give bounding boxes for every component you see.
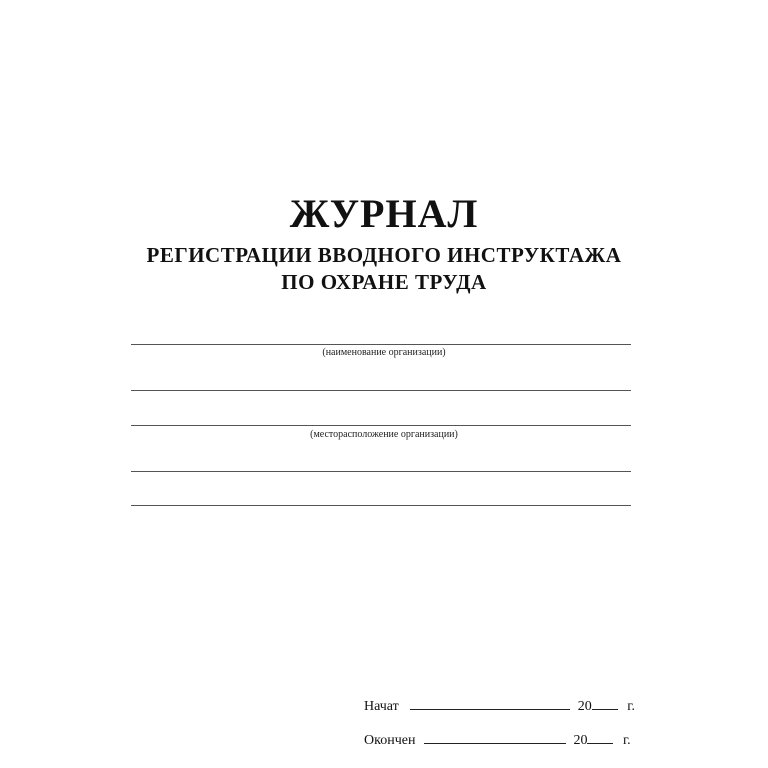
org-location-line [131, 425, 631, 426]
started-date-row [364, 697, 635, 715]
finished-year-blank [587, 731, 613, 744]
document-title: ЖУРНАЛ [289, 191, 479, 236]
started-year-blank [592, 697, 618, 710]
document-subtitle-line2: ПО ОХРАНЕ ТРУДА [281, 270, 487, 294]
org-name-line-2 [131, 390, 631, 391]
finished-year-suffix: г. [622, 733, 631, 748]
document-subtitle-line1: РЕГИСТРАЦИИ ВВОДНОГО ИНСТРУКТАЖА [146, 243, 622, 267]
started-year-suffix: г. [627, 699, 635, 714]
finished-date-blank [424, 731, 566, 744]
finished-year-prefix: 20 [573, 733, 588, 748]
org-location-line-3 [131, 505, 631, 506]
org-location-line-2 [131, 471, 631, 472]
started-year-prefix: 20 [577, 699, 592, 714]
org-name-line [131, 344, 631, 345]
finished-label: Окончен [364, 733, 416, 748]
org-name-caption: (наименование организации) [322, 347, 446, 358]
org-location-caption: (месторасположение организации) [310, 429, 458, 440]
finished-date-row [364, 731, 631, 749]
started-label: Начат [364, 699, 399, 714]
started-date-blank [410, 697, 570, 710]
